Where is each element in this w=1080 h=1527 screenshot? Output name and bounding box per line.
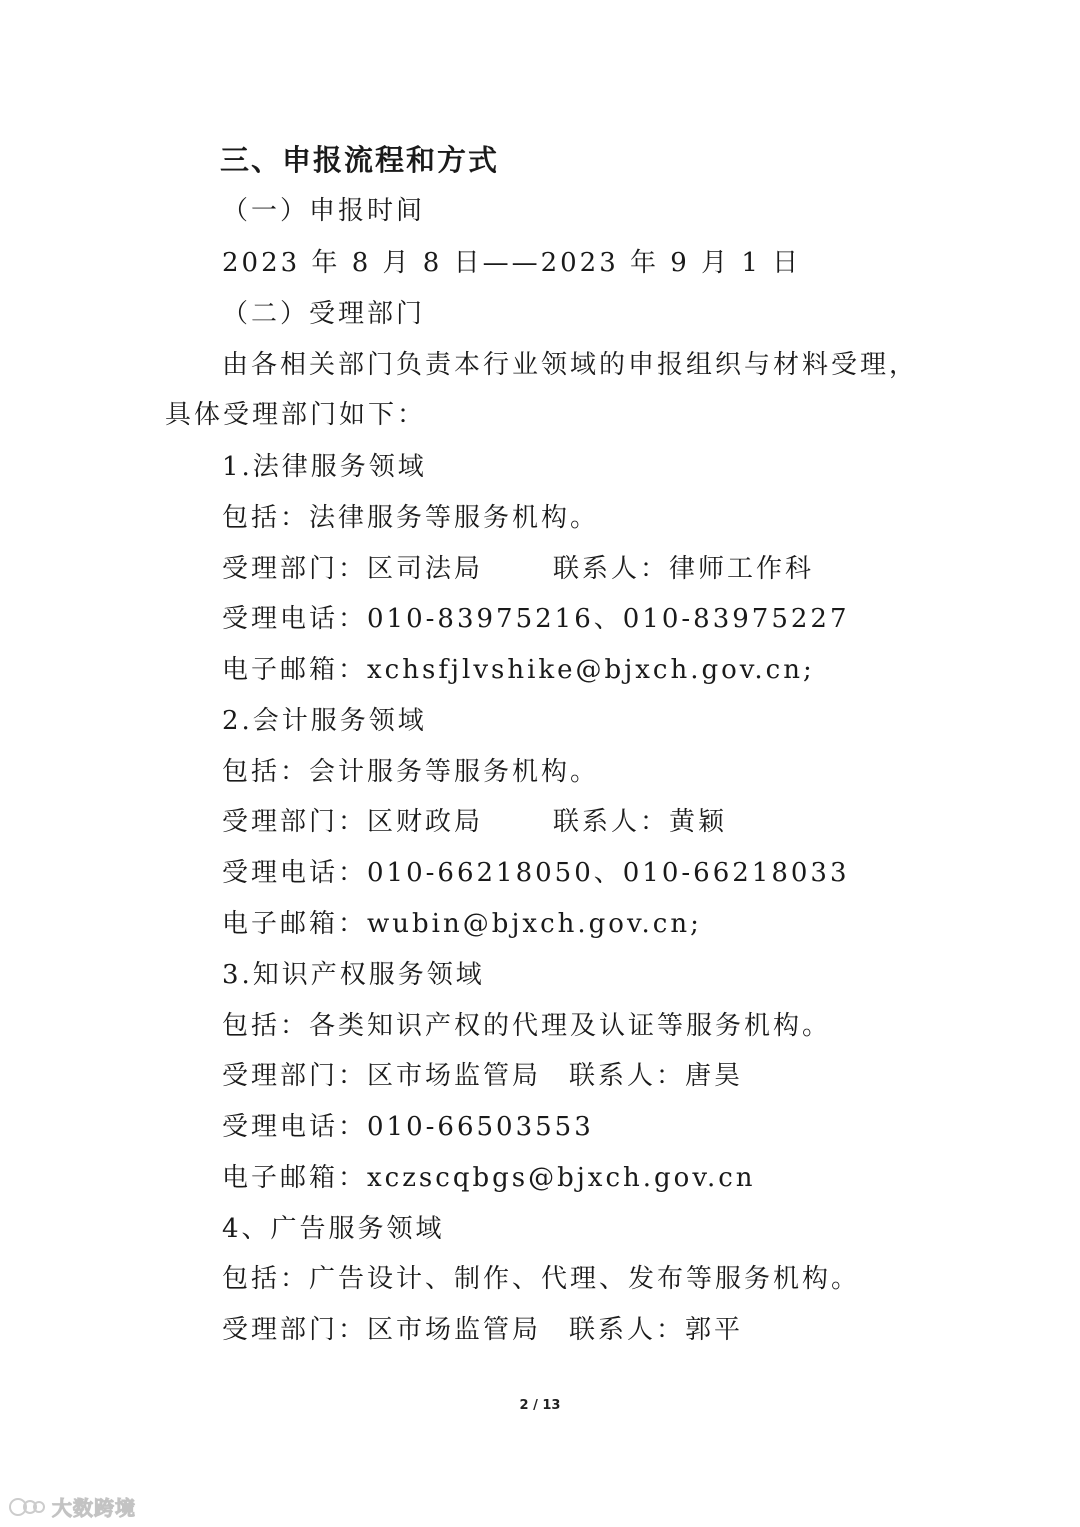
field-scope-accounting: 包括：会计服务等服务机构。 (222, 757, 600, 787)
subsection-title-dept: （二）受理部门 (222, 299, 426, 329)
field-scope-advertising: 包括：广告设计、制作、代理、发布等服务机构。 (222, 1264, 861, 1294)
intro-paragraph-line1: 由各相关部门负责本行业领域的申报组织与材料受理， (222, 350, 919, 380)
page-number: 2 / 13 (519, 1398, 561, 1413)
field-title-accounting: 2.会计服务领域 (222, 706, 427, 736)
field-phone-accounting: 受理电话：010-66218050、010-66218033 (222, 858, 850, 888)
field-phone-legal: 受理电话：010-83975216、010-83975227 (222, 604, 850, 634)
subsection-title-time: （一）申报时间 (222, 196, 426, 226)
field-phone-ip: 受理电话：010-66503553 (222, 1112, 594, 1142)
field-dept-line-legal (222, 552, 814, 586)
watermark-logo-icon (8, 1496, 46, 1518)
field-dept-ip: 受理部门：区市场监管局 (222, 1061, 542, 1091)
field-contact-ip: 联系人：唐昊 (569, 1061, 744, 1091)
watermark-text: 大数跨境 (52, 1496, 136, 1520)
field-dept-line-ip (222, 1059, 743, 1093)
field-email-accounting: 电子邮箱：wubin@bjxch.gov.cn; (222, 909, 702, 939)
field-scope-ip: 包括：各类知识产权的代理及认证等服务机构。 (222, 1011, 832, 1041)
application-period: 2023 年 8 月 8 日——2023 年 9 月 1 日 (222, 248, 802, 278)
field-contact-accounting: 联系人：黄颖 (553, 807, 728, 837)
field-dept-legal: 受理部门：区司法局 (222, 554, 484, 584)
field-title-legal: 1.法律服务领域 (222, 452, 427, 482)
field-title-ip: 3.知识产权服务领域 (222, 960, 485, 990)
field-dept-accounting: 受理部门：区财政局 (222, 807, 484, 837)
field-email-ip: 电子邮箱：xczscqbgs@bjxch.gov.cn (222, 1163, 756, 1193)
field-title-advertising: 4、广告服务领域 (222, 1214, 445, 1244)
section-heading: 三、申报流程和方式 (220, 143, 500, 177)
watermark (8, 1492, 136, 1521)
field-contact-advertising: 联系人：郭平 (569, 1315, 744, 1345)
field-contact-legal: 联系人：律师工作科 (553, 554, 815, 584)
field-email-legal: 电子邮箱：xchsfjlvshike@bjxch.gov.cn; (222, 655, 815, 685)
field-dept-line-accounting (222, 805, 727, 839)
field-dept-line-advertising (222, 1313, 743, 1347)
intro-paragraph-line2: 具体受理部门如下： (165, 400, 427, 430)
field-scope-legal: 包括：法律服务等服务机构。 (222, 503, 600, 533)
field-dept-advertising: 受理部门：区市场监管局 (222, 1315, 542, 1345)
